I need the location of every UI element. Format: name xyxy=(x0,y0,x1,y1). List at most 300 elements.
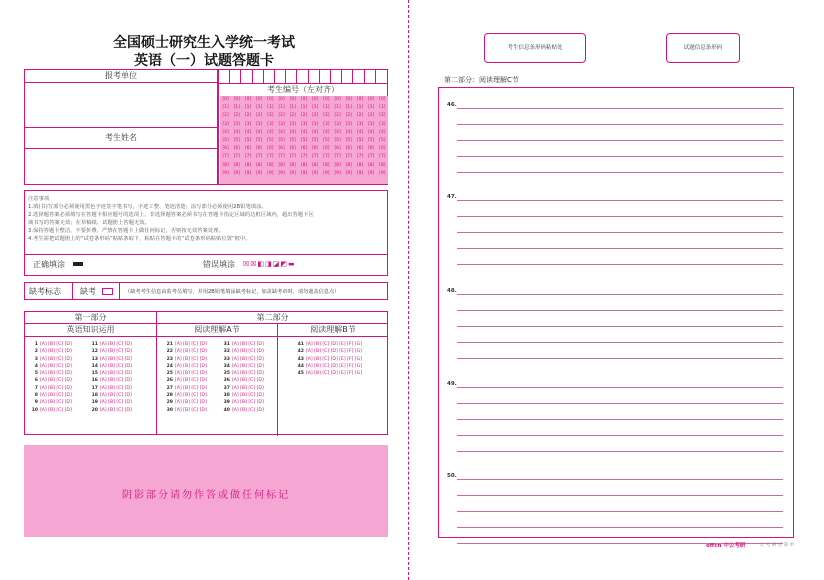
id-digit-bubble[interactable]: [5] xyxy=(289,138,296,144)
id-digit-bubble[interactable]: [8] xyxy=(233,162,240,168)
answer-row[interactable] xyxy=(89,385,132,392)
id-label: 考生编号（左对齐） xyxy=(219,84,387,95)
id-digit-bubble[interactable]: [1] xyxy=(368,105,375,111)
id-digit-bubble[interactable]: [0] xyxy=(323,97,330,102)
answer-options[interactable]: [A] [B] [C] [D] [E] [F] [G] xyxy=(306,349,362,355)
answer-options[interactable]: [A] [B] [C] [D] xyxy=(100,393,132,399)
id-digit-bubble[interactable]: [0] xyxy=(356,97,364,102)
id-digit-bubble[interactable]: [8] xyxy=(323,162,330,168)
id-digit-bubble[interactable]: [7] xyxy=(379,154,386,160)
fold-line xyxy=(408,0,409,580)
id-digit-bubble[interactable]: [3] xyxy=(323,121,330,127)
id-digit-bubble[interactable]: [0] xyxy=(300,97,308,102)
id-digit-bubble[interactable]: [7] xyxy=(267,154,274,160)
answer-options[interactable]: [A] [B] [C] [D] xyxy=(175,400,207,406)
answer-col-5 xyxy=(295,341,362,377)
answer-options[interactable]: [A] [B] [C] [D] xyxy=(40,363,72,369)
answer-row[interactable] xyxy=(164,348,207,355)
id-digit-bubble[interactable]: [3] xyxy=(356,121,364,127)
answer-row[interactable] xyxy=(164,377,207,384)
id-digit-bubble[interactable]: [6] xyxy=(278,146,285,152)
id-digit-bubble[interactable]: [1] xyxy=(323,105,330,111)
id-digit-bubble[interactable]: [7] xyxy=(345,154,352,160)
id-digit-bubble[interactable]: [7] xyxy=(289,154,296,160)
answer-row[interactable] xyxy=(29,399,72,406)
id-digit-bubble[interactable]: [9] xyxy=(300,170,308,176)
question-49: 49. xyxy=(447,381,457,387)
id-digit-bubble[interactable]: [5] xyxy=(233,138,240,144)
id-digit-bubble[interactable]: [5] xyxy=(345,138,352,144)
question-number: 15 xyxy=(91,371,98,377)
answer-row[interactable] xyxy=(89,370,132,377)
answer-row[interactable] xyxy=(89,356,132,363)
id-digit-bubble[interactable]: [3] xyxy=(345,121,352,127)
id-digit-bubble[interactable]: [0] xyxy=(278,97,285,102)
answer-row[interactable] xyxy=(29,341,72,348)
id-digit-bubble[interactable]: [6] xyxy=(323,146,330,152)
answer-row[interactable] xyxy=(164,385,207,392)
id-digit-bubble[interactable]: [7] xyxy=(323,154,330,160)
answer-options[interactable]: [A] [B] [C] [D] xyxy=(232,371,264,377)
id-digit-bubble[interactable]: [2] xyxy=(256,113,263,119)
notice-heading: 注意事项 xyxy=(28,196,50,202)
id-digit-bubble[interactable]: [6] xyxy=(312,146,319,152)
id-digit-bubble[interactable]: [4] xyxy=(345,129,352,135)
id-digit-bubble[interactable]: [6] xyxy=(356,146,364,152)
id-digit-bubble[interactable]: [5] xyxy=(312,138,319,144)
id-digit-cell[interactable] xyxy=(297,70,308,83)
id-digit-bubble[interactable]: [5] xyxy=(356,138,364,144)
question-number: 43 xyxy=(297,356,304,362)
question-number: 20 xyxy=(91,407,98,413)
id-digit-bubble[interactable]: [8] xyxy=(368,162,375,168)
id-digit-bubble[interactable]: [0] xyxy=(345,97,352,102)
id-digit-bubble[interactable]: [6] xyxy=(233,146,240,152)
id-digit-bubble[interactable]: [1] xyxy=(334,105,341,111)
answer-options[interactable]: [A] [B] [C] [D] xyxy=(175,393,207,399)
id-digit-bubble[interactable]: [3] xyxy=(222,121,229,127)
id-digit-bubble[interactable]: [8] xyxy=(312,162,319,168)
id-digit-bubble[interactable]: [3] xyxy=(300,121,308,127)
id-digit-column xyxy=(276,96,287,178)
id-digit-column xyxy=(343,96,354,178)
answer-options[interactable]: [A] [B] [C] [D] xyxy=(232,378,264,384)
id-digit-bubble[interactable]: [3] xyxy=(233,121,240,127)
id-digit-bubble[interactable]: [2] xyxy=(278,113,285,119)
id-digit-bubble[interactable]: [6] xyxy=(256,146,263,152)
id-digit-bubble[interactable]: [3] xyxy=(379,121,386,127)
question-number: 2 xyxy=(34,349,38,355)
id-digit-bubble[interactable]: [4] xyxy=(256,129,263,135)
answer-row[interactable] xyxy=(221,399,264,406)
id-digit-bubble[interactable]: [8] xyxy=(289,162,296,168)
id-digit-bubble[interactable]: [4] xyxy=(289,129,296,135)
answer-options[interactable]: [A] [B] [C] [D] xyxy=(175,342,207,347)
answer-options[interactable]: [A] [B] [C] [D] xyxy=(232,385,264,391)
writing-line xyxy=(457,172,783,173)
id-digit-bubble[interactable]: [7] xyxy=(278,154,285,160)
question-number: 34 xyxy=(223,363,230,369)
id-digit-bubble[interactable]: [0] xyxy=(334,97,341,102)
answer-row[interactable] xyxy=(29,392,72,399)
writing-line xyxy=(457,294,783,295)
id-digit-bubble[interactable]: [1] xyxy=(267,105,274,111)
id-digit-bubble[interactable]: [1] xyxy=(278,105,285,111)
answer-row[interactable] xyxy=(89,348,132,355)
answer-row[interactable] xyxy=(29,385,72,392)
answer-options[interactable]: [A] [B] [C] [D] xyxy=(100,363,132,369)
id-digit-bubble[interactable]: [2] xyxy=(345,113,352,119)
question-number: 40 xyxy=(223,407,230,413)
writing-area[interactable] xyxy=(438,87,794,538)
id-digit-column xyxy=(366,96,377,178)
answer-row[interactable] xyxy=(295,341,362,348)
id-digit-bubble[interactable]: [8] xyxy=(334,162,341,168)
id-digit-bubble[interactable]: [6] xyxy=(267,146,274,152)
id-digit-bubble[interactable]: [9] xyxy=(312,170,319,176)
writing-line xyxy=(457,403,783,404)
id-digit-cell[interactable] xyxy=(275,70,286,83)
id-digit-bubble[interactable]: [9] xyxy=(356,170,364,176)
id-digit-bubble[interactable]: [0] xyxy=(312,97,319,102)
id-digit-bubble[interactable]: [1] xyxy=(222,105,229,111)
answer-row[interactable] xyxy=(295,363,362,370)
answer-row[interactable] xyxy=(221,377,264,384)
id-digit-bubble[interactable]: [9] xyxy=(334,170,341,176)
id-digit-bubble[interactable]: [7] xyxy=(312,154,319,160)
question-number: 41 xyxy=(297,342,304,347)
notice-item: 1.填(书)写部分必须使用黑色字迹签字笔书写，字迹工整、笔迹清楚；涂写部分必须使用2B铅笔填涂。 xyxy=(28,204,267,210)
answer-row[interactable] xyxy=(221,341,264,348)
answer-row[interactable] xyxy=(89,377,132,384)
id-digit-bubble[interactable]: [3] xyxy=(334,121,341,127)
id-digit-cell[interactable] xyxy=(219,70,230,83)
id-digit-bubble[interactable]: [7] xyxy=(222,154,229,160)
id-digit-bubble[interactable]: [1] xyxy=(244,105,252,111)
answer-options[interactable]: [A] [B] [C] [D] xyxy=(232,356,264,362)
question-number: 22 xyxy=(166,349,173,355)
id-digit-bubble[interactable]: [4] xyxy=(323,129,330,135)
notice-box xyxy=(24,190,388,276)
answer-row[interactable] xyxy=(221,385,264,392)
id-digit-bubble[interactable]: [1] xyxy=(300,105,308,111)
answer-row[interactable] xyxy=(295,370,362,377)
id-digit-bubble[interactable]: [2] xyxy=(323,113,330,119)
id-digit-bubble[interactable]: [1] xyxy=(345,105,352,111)
id-digit-bubble[interactable]: [9] xyxy=(379,170,386,176)
answer-options[interactable]: [A] [B] [C] [D] xyxy=(40,378,72,384)
question-number: 5 xyxy=(34,371,38,377)
id-digit-bubble[interactable]: [5] xyxy=(368,138,375,144)
answer-options[interactable]: [A] [B] [C] [D] xyxy=(40,407,72,413)
id-digit-bubble[interactable]: [6] xyxy=(300,146,308,152)
id-digit-bubble[interactable]: [2] xyxy=(300,113,308,119)
id-digit-bubble[interactable]: [5] xyxy=(222,138,229,144)
id-digit-column xyxy=(377,96,388,178)
id-digit-column xyxy=(220,96,231,178)
barcode-placeholder-2: 试题信息条形码 xyxy=(666,33,740,63)
id-digit-bubble[interactable]: [9] xyxy=(345,170,352,176)
id-digit-column xyxy=(354,96,365,178)
id-digit-bubble[interactable]: [2] xyxy=(233,113,240,119)
answer-options[interactable]: [A] [B] [C] [D] xyxy=(175,407,207,413)
id-digit-bubble[interactable]: [6] xyxy=(289,146,296,152)
id-digit-bubble[interactable]: [0] xyxy=(379,97,386,102)
id-digit-bubble[interactable]: [3] xyxy=(312,121,319,127)
id-digit-bubble[interactable]: [9] xyxy=(289,170,296,176)
answer-options[interactable]: [A] [B] [C] [D] xyxy=(232,407,264,413)
answer-row[interactable] xyxy=(295,356,362,363)
id-digit-bubble[interactable]: [0] xyxy=(289,97,296,102)
id-digit-bubble[interactable]: [6] xyxy=(345,146,352,152)
answer-options[interactable]: [A] [B] [C] [D] xyxy=(40,342,72,347)
id-digit-cell[interactable] xyxy=(320,70,331,83)
id-digit-bubble[interactable]: [4] xyxy=(244,129,252,135)
id-digit-bubble[interactable]: [8] xyxy=(256,162,263,168)
id-digit-bubble[interactable]: [6] xyxy=(379,146,386,152)
id-digit-bubble[interactable]: [4] xyxy=(334,129,341,135)
id-digit-bubble[interactable]: [9] xyxy=(256,170,263,176)
id-digit-bubble[interactable]: [8] xyxy=(356,162,364,168)
id-digit-cell[interactable] xyxy=(230,70,241,83)
id-digit-bubble[interactable]: [9] xyxy=(233,170,240,176)
id-digit-bubble[interactable]: [3] xyxy=(244,121,252,127)
id-digit-bubble[interactable]: [2] xyxy=(356,113,364,119)
answer-options[interactable]: [A] [B] [C] [D] xyxy=(175,371,207,377)
answer-options[interactable]: [A] [B] [C] [D] xyxy=(100,371,132,377)
id-digit-bubble[interactable]: [1] xyxy=(256,105,263,111)
id-digit-bubble[interactable]: [0] xyxy=(256,97,263,102)
id-digit-bubble[interactable]: [9] xyxy=(267,170,274,176)
answer-options[interactable]: [A] [B] [C] [D] xyxy=(100,385,132,391)
id-digit-bubble[interactable]: [5] xyxy=(300,138,308,144)
answer-options[interactable]: [A] [B] [C] [D] xyxy=(40,400,72,406)
answer-options[interactable]: [A] [B] [C] [D] xyxy=(100,400,132,406)
id-digit-bubble[interactable]: [9] xyxy=(244,170,252,176)
question-46: 46. xyxy=(447,102,457,108)
id-digit-cell[interactable] xyxy=(342,70,353,83)
answer-options[interactable]: [A] [B] [C] [D] xyxy=(232,349,264,355)
id-digit-bubble[interactable]: [4] xyxy=(368,129,375,135)
answer-row[interactable] xyxy=(221,356,264,363)
writing-line xyxy=(457,156,783,157)
answer-row[interactable] xyxy=(164,407,207,414)
answer-options[interactable]: [A] [B] [C] [D] xyxy=(175,356,207,362)
writing-line xyxy=(457,140,783,141)
id-digit-cell[interactable] xyxy=(331,70,342,83)
id-digit-bubble[interactable]: [1] xyxy=(312,105,319,111)
id-digit-bubble[interactable]: [1] xyxy=(356,105,364,111)
answer-options[interactable]: [A] [B] [C] [D] xyxy=(232,393,264,399)
answer-row[interactable] xyxy=(221,363,264,370)
id-digit-cell[interactable] xyxy=(376,70,387,83)
id-digit-bubble[interactable]: [5] xyxy=(323,138,330,144)
part1-sub: 英语知识运用 xyxy=(25,324,156,337)
writing-line xyxy=(457,264,783,265)
writing-line xyxy=(457,419,783,420)
id-digit-bubble[interactable]: [9] xyxy=(323,170,330,176)
answer-row[interactable] xyxy=(221,370,264,377)
answer-row[interactable] xyxy=(89,407,132,414)
question-number: 26 xyxy=(166,378,173,384)
id-digit-bubble[interactable]: [5] xyxy=(256,138,263,144)
id-digit-bubble[interactable]: [1] xyxy=(233,105,240,111)
answer-row[interactable] xyxy=(89,363,132,370)
answer-options[interactable]: [A] [B] [C] [D] xyxy=(100,356,132,362)
answer-options[interactable]: [A] [B] [C] [D] xyxy=(40,349,72,355)
id-digit-bubble[interactable]: [3] xyxy=(267,121,274,127)
absent-checkbox[interactable] xyxy=(102,288,113,295)
answer-options[interactable]: [A] [B] [C] [D] xyxy=(175,363,207,369)
id-digit-bubble[interactable]: [2] xyxy=(334,113,341,119)
id-digit-cell[interactable] xyxy=(353,70,364,83)
id-digit-bubble[interactable]: [6] xyxy=(244,146,252,152)
answer-options[interactable]: [A] [B] [C] [D] xyxy=(100,378,132,384)
id-digit-bubble[interactable]: [0] xyxy=(267,97,274,102)
id-digit-bubble[interactable]: [8] xyxy=(278,162,285,168)
id-digit-bubble[interactable]: [7] xyxy=(368,154,375,160)
id-digit-bubble[interactable]: [8] xyxy=(379,162,386,168)
answer-options[interactable]: [A] [B] [C] [D] xyxy=(40,393,72,399)
answer-row[interactable] xyxy=(29,356,72,363)
answer-row[interactable] xyxy=(89,341,132,348)
id-digit-bubble[interactable]: [4] xyxy=(222,129,229,135)
answer-options[interactable]: [A] [B] [C] [D] [E] [F] [G] xyxy=(306,363,362,369)
id-digit-bubble[interactable]: [4] xyxy=(356,129,364,135)
part2a-sub: 阅读理解A节 xyxy=(157,324,277,337)
answer-options[interactable]: [A] [B] [C] [D] xyxy=(100,349,132,355)
answer-options[interactable]: [A] [B] [C] [D] [E] [F] [G] xyxy=(306,356,362,362)
id-digit-cell[interactable] xyxy=(365,70,376,83)
answer-row[interactable] xyxy=(221,348,264,355)
id-digit-bubble[interactable]: [8] xyxy=(345,162,352,168)
answer-options[interactable]: [A] [B] [C] [D] xyxy=(40,356,72,362)
id-digit-column xyxy=(231,96,242,178)
answer-row[interactable] xyxy=(29,370,72,377)
id-digit-bubble[interactable]: [5] xyxy=(267,138,274,144)
id-digit-cell[interactable] xyxy=(286,70,297,83)
absent-check-label: 缺考 xyxy=(80,287,96,296)
id-digit-bubble[interactable]: [4] xyxy=(300,129,308,135)
id-digit-bubble[interactable]: [2] xyxy=(222,113,229,119)
answer-options[interactable]: [A] [B] [C] [D] [E] [F] [G] xyxy=(306,371,362,377)
id-digit-bubble[interactable]: [3] xyxy=(256,121,263,127)
id-digit-bubble[interactable]: [1] xyxy=(289,105,296,111)
answer-options[interactable]: [A] [B] [C] [D] xyxy=(232,342,264,347)
writing-line xyxy=(457,435,783,436)
id-digit-bubble[interactable]: [4] xyxy=(267,129,274,135)
answer-row[interactable] xyxy=(89,392,132,399)
id-digit-cell[interactable] xyxy=(309,70,320,83)
answer-row[interactable] xyxy=(164,363,207,370)
answer-row[interactable] xyxy=(295,348,362,355)
answer-row[interactable] xyxy=(164,356,207,363)
answer-options[interactable]: [A] [B] [C] [D] xyxy=(175,349,207,355)
id-digit-bubble[interactable]: [2] xyxy=(244,113,252,119)
answer-options[interactable]: [A] [B] [C] [D] xyxy=(232,363,264,369)
id-digit-bubble[interactable]: [8] xyxy=(267,162,274,168)
id-digit-cell[interactable] xyxy=(241,70,252,83)
id-digit-bubble[interactable]: [2] xyxy=(379,113,386,119)
notice-item: 3.保持答题卡整洁、不要折叠，严禁在答题卡上做任何标记，否则按无效答案处理。 xyxy=(28,228,224,234)
answer-row[interactable] xyxy=(29,407,72,414)
id-digit-bubble[interactable]: [5] xyxy=(379,138,386,144)
id-digit-bubble[interactable]: [4] xyxy=(312,129,319,135)
id-digit-bubble[interactable]: [0] xyxy=(233,97,240,102)
id-digit-bubble[interactable]: [3] xyxy=(368,121,375,127)
answer-row[interactable] xyxy=(164,392,207,399)
id-digit-bubble[interactable]: [7] xyxy=(233,154,240,160)
answer-options[interactable]: [A] [B] [C] [D] xyxy=(232,400,264,406)
answer-options[interactable]: [A] [B] [C] [D] [E] [F] [G] xyxy=(306,342,362,347)
id-digit-bubble[interactable]: [3] xyxy=(289,121,296,127)
id-digit-bubble[interactable]: [2] xyxy=(267,113,274,119)
answer-options[interactable]: [A] [B] [C] [D] xyxy=(100,407,132,413)
id-digit-bubble[interactable]: [0] xyxy=(244,97,252,102)
answer-options[interactable]: [A] [B] [C] [D] xyxy=(175,378,207,384)
brand-slogan: 让 考 研 更 简 单 xyxy=(760,543,795,548)
id-digit-bubble[interactable]: [4] xyxy=(233,129,240,135)
answer-row[interactable] xyxy=(29,377,72,384)
id-digit-bubble[interactable]: [4] xyxy=(379,129,386,135)
answer-row[interactable] xyxy=(89,399,132,406)
answer-row[interactable] xyxy=(221,392,264,399)
answer-row[interactable] xyxy=(164,370,207,377)
id-digit-bubble[interactable]: [4] xyxy=(278,129,285,135)
id-digit-bubble[interactable]: [6] xyxy=(222,146,229,152)
id-digit-bubble[interactable]: [2] xyxy=(289,113,296,119)
id-digit-bubble[interactable]: [5] xyxy=(334,138,341,144)
id-digit-bubble[interactable]: [7] xyxy=(356,154,364,160)
answer-options[interactable]: [A] [B] [C] [D] xyxy=(100,342,132,347)
id-digit-bubble[interactable]: [6] xyxy=(368,146,375,152)
writing-line xyxy=(457,108,783,109)
writing-line xyxy=(457,358,783,359)
id-digit-bubble[interactable]: [2] xyxy=(368,113,375,119)
answer-row[interactable] xyxy=(164,399,207,406)
id-digit-bubble[interactable]: [7] xyxy=(334,154,341,160)
id-digit-bubble[interactable]: [5] xyxy=(278,138,285,144)
id-digit-cell[interactable] xyxy=(264,70,275,83)
question-47: 47. xyxy=(447,194,457,200)
answer-options[interactable]: [A] [B] [C] [D] xyxy=(40,385,72,391)
id-digit-bubble[interactable]: [2] xyxy=(312,113,319,119)
answer-row[interactable] xyxy=(221,407,264,414)
answer-row[interactable] xyxy=(29,363,72,370)
id-digit-bubble[interactable]: [5] xyxy=(244,138,252,144)
id-digit-cell[interactable] xyxy=(253,70,264,83)
id-digit-bubble[interactable]: [3] xyxy=(278,121,285,127)
answer-row[interactable] xyxy=(164,341,207,348)
answer-options[interactable]: [A] [B] [C] [D] xyxy=(175,385,207,391)
id-digit-bubble[interactable]: [7] xyxy=(256,154,263,160)
answer-options[interactable]: [A] [B] [C] [D] xyxy=(40,371,72,377)
id-digit-bubble[interactable]: [0] xyxy=(368,97,375,102)
id-digit-bubble[interactable]: [9] xyxy=(278,170,285,176)
id-digit-bubble[interactable]: [0] xyxy=(222,97,229,102)
id-digit-bubble[interactable]: [1] xyxy=(379,105,386,111)
id-digit-bubble[interactable]: [9] xyxy=(368,170,375,176)
id-digit-bubble[interactable]: [8] xyxy=(244,162,252,168)
id-digit-bubble[interactable]: [7] xyxy=(300,154,308,160)
id-digit-bubble[interactable]: [6] xyxy=(334,146,341,152)
writing-line xyxy=(457,232,783,233)
id-digit-bubble[interactable]: [9] xyxy=(222,170,229,176)
id-digit-bubble[interactable]: [8] xyxy=(300,162,308,168)
id-digit-bubble[interactable]: [7] xyxy=(244,154,252,160)
answer-row[interactable] xyxy=(29,348,72,355)
id-digit-bubble[interactable]: [8] xyxy=(222,162,229,168)
